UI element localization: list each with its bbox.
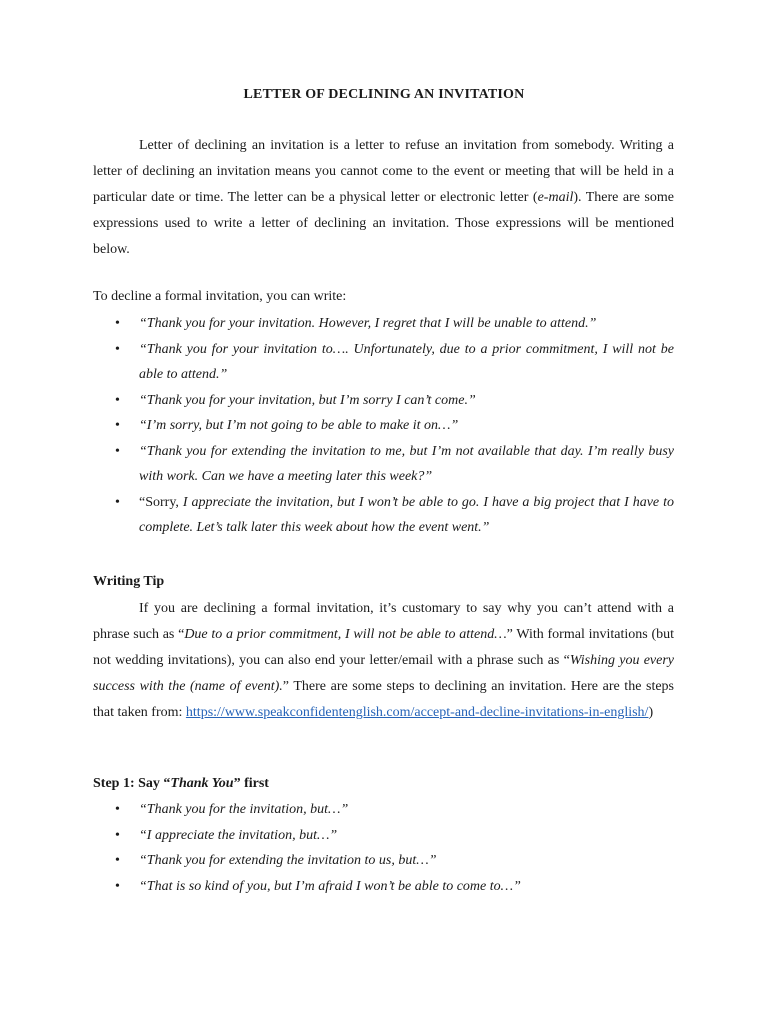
writing-tip-paragraph: If you are declining a formal invitation, it’s customary to say why you can’t attend with a phrase such as “Due to a prior commitment, I will not be able to attend…” With formal invitations (but not wedding invitations), you can also end your letter/email with a phrase such as “Wishing you every success with the (name of event).” There are some steps to declining an invitation. Here are the steps that taken from: https://www.speakconfidentenglish.com/accept-and-decline-invitations-in-english/) — [93, 601, 675, 720]
bullet-icon: • — [115, 418, 120, 433]
list-item: • “Thank you for your invitation to…. Unfortunately, due to a prior commitment, I will not be able to attend.” — [93, 337, 674, 388]
bullet-icon: • — [115, 443, 120, 459]
bullet-icon: • — [115, 853, 120, 868]
step1-heading: Step 1: Say “Thank You” first — [93, 776, 269, 791]
bullet-icon: • — [115, 392, 120, 408]
list-item: • “I appreciate the invitation, but…” — [93, 823, 674, 849]
bullet-icon: • — [115, 827, 120, 843]
list-item: • “Thank you for extending the invitation to us, but…” — [93, 848, 674, 874]
list-item: • “Thank you for extending the invitation to me, but I’m not available that day. I’m really busy with work. Can we have a meeting later this week?” — [93, 439, 674, 490]
step1-expression-list — [93, 797, 674, 899]
bullet-icon: • — [115, 316, 120, 331]
bullet-icon: • — [115, 341, 120, 357]
intro-paragraph — [93, 133, 674, 263]
intro-end-text: ). There are some expressions used to write a letter of declining an invitation. Those expressions will be mentioned below. — [93, 190, 674, 257]
intro-email-text: e-mail — [537, 190, 574, 205]
writing-tip-heading: Writing Tip — [93, 574, 165, 589]
bullet-icon: • — [115, 802, 120, 817]
formal-expression-list — [93, 311, 674, 541]
list-item: • “Thank you for the invitation, but…” — [93, 797, 674, 823]
bullet-icon: • — [115, 494, 120, 510]
source-link[interactable]: https://www.speakconfidentenglish.com/accept-and-decline-invitations-in-english/ — [185, 705, 649, 720]
list-item: • “I’m sorry, but I’m not going to be able to make it on…” — [93, 413, 674, 439]
document-title: LETTER OF DECLINING AN INVITATION — [243, 87, 525, 102]
intro-text: Letter of declining an invitation is a letter to refuse an invitation from somebody. Writing a letter of declining an invitation means you cannot come to the event or meeting that will be held in a particular date or time. The letter can be a physical letter or electronic letter ( — [93, 138, 674, 205]
bullet-icon: • — [115, 878, 120, 894]
list-item: • “Sorry, I appreciate the invitation, but I won’t be able to go. I have a big project that I have to complete. Let’s talk later this week about how the event went.” — [93, 490, 674, 541]
list-item: • “That is so kind of you, but I’m afraid I won’t be able to come to…” — [93, 874, 674, 900]
formal-heading: To decline a formal invitation, you can write: — [93, 289, 347, 304]
list-item: • “Thank you for your invitation, but I’m sorry I can’t come.” — [93, 388, 674, 414]
list-item: • “Thank you for your invitation. However, I regret that I will be unable to attend.” — [93, 311, 674, 337]
